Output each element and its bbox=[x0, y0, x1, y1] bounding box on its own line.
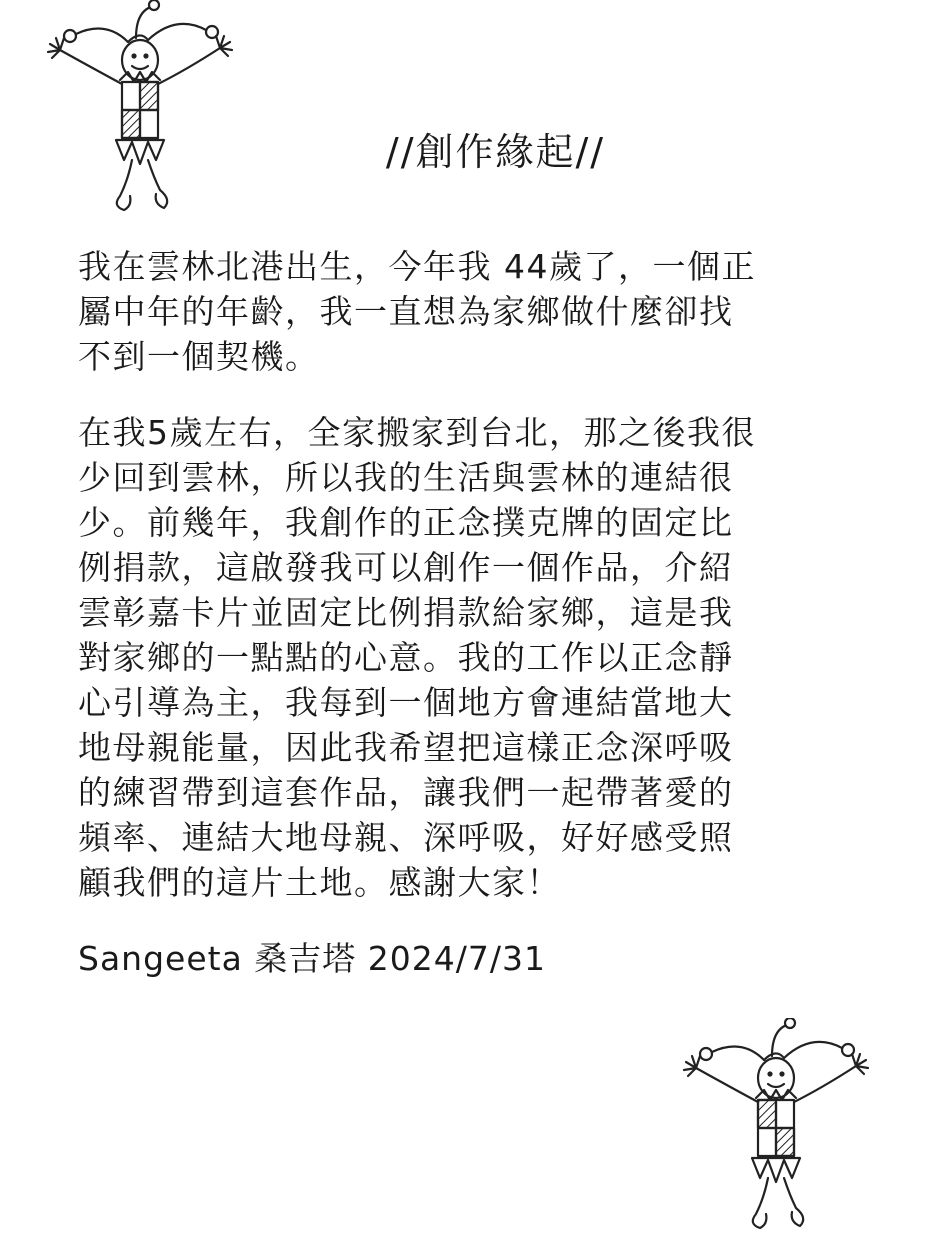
jester-illustration-top bbox=[36, 0, 256, 220]
paragraph-1: 我在雲林北港出生，今年我 44歲了，一個正 屬中年的年齡，我一直想為家鄉做什麼卻找 不到一個契機。 bbox=[78, 247, 756, 376]
signature: Sangeeta 桑吉塔 2024/7/31 bbox=[78, 939, 546, 978]
paragraph-2: 在我5歲左右，全家搬家到台北，那之後我很 少回到雲林，所以我的生活與雲林的連結很 少。前幾年，我創作的正念撲克牌的固定比 例捐款，這啟發我可以創作一個作品，介紹 雲彰嘉卡片並固定比例捐款給家鄉，這是我 對家鄉的一點點的心意。我的工作以正念靜 心引導為主，我每到一個地方會連結當地大 地母親能量，因此我希望把這樣正念深呼吸 的練習帶到這套作品，讓我們一起帶著愛的 頻率、連結大地母親、深呼吸，好好感受照 顧我們的這片土地。感謝大家！ bbox=[78, 413, 756, 902]
article-body bbox=[78, 244, 858, 981]
page-title: //創作緣起// bbox=[385, 130, 606, 174]
jester-illustration-bottom bbox=[672, 1018, 892, 1238]
